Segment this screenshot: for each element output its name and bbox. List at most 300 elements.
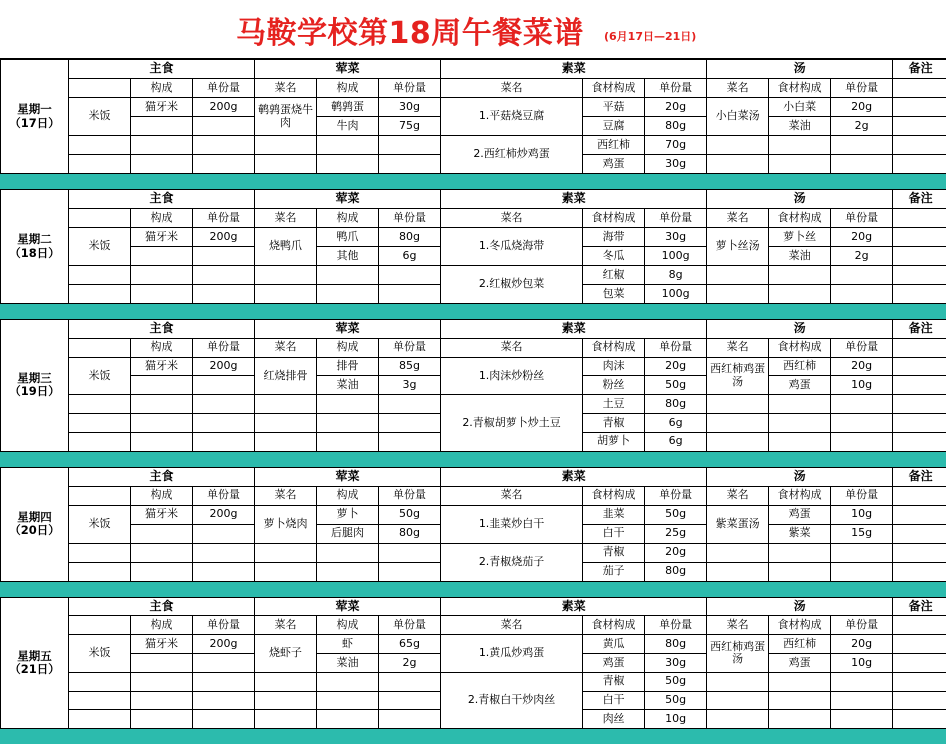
staple-qty	[131, 266, 193, 285]
note-cell	[893, 285, 946, 304]
day-label: 星期四 （20日）	[1, 467, 69, 581]
staple-header: 主食	[69, 467, 255, 486]
soup-ingredient: 鸡蛋	[769, 653, 831, 672]
soup-name	[707, 543, 769, 562]
meat-portion: 85g	[379, 357, 441, 376]
portion-header: 单份量	[645, 338, 707, 357]
veg-ingredient: 茄子	[583, 562, 645, 581]
staple-name	[193, 543, 255, 562]
ingredients-header: 食材构成	[769, 79, 831, 98]
soup-ingredient	[769, 413, 831, 432]
composition-header: 构成	[317, 486, 379, 505]
staple-qty	[131, 672, 193, 691]
portion-header: 单份量	[379, 486, 441, 505]
veg-portion: 100g	[645, 247, 707, 266]
staple-qty: 200g	[193, 357, 255, 376]
veg-portion: 20g	[645, 98, 707, 117]
portion-header: 单份量	[193, 616, 255, 635]
day-label: 星期一 （17日）	[1, 60, 69, 174]
meat-header: 荤菜	[255, 597, 441, 616]
meat-portion: 50g	[379, 505, 441, 524]
meat-portion: 65g	[379, 635, 441, 654]
soup-ingredient: 小白菜	[769, 98, 831, 117]
meat-dish-name	[255, 691, 317, 710]
staple-item: 猫牙米	[131, 98, 193, 117]
soup-portion	[831, 395, 893, 414]
veg-portion: 80g	[645, 117, 707, 136]
veg-ingredient: 韭菜	[583, 505, 645, 524]
staple-name	[193, 395, 255, 414]
page-title: 马鞍学校第18周午餐菜谱	[236, 16, 584, 51]
staple-name	[193, 672, 255, 691]
ingredients-header: 食材构成	[583, 486, 645, 505]
veg-portion: 20g	[645, 357, 707, 376]
staple-item	[131, 653, 193, 672]
meat-dish-name: 烧虾子	[255, 635, 317, 673]
staple-name: 米饭	[69, 505, 131, 543]
meat-ingredient: 后腿肉	[317, 524, 379, 543]
veg-ingredient: 豆腐	[583, 117, 645, 136]
meat-portion: 30g	[379, 98, 441, 117]
note-cell	[893, 155, 946, 174]
veg-ingredient: 白干	[583, 691, 645, 710]
ingredients-header: 食材构成	[769, 338, 831, 357]
veg-dish-name: 2.青椒胡萝卜炒土豆	[441, 395, 583, 451]
meat-portion: 3g	[379, 376, 441, 395]
staple-name	[193, 136, 255, 155]
staple-item: 猫牙米	[131, 635, 193, 654]
soup-ingredient: 紫菜	[769, 524, 831, 543]
meat-ingredient	[317, 285, 379, 304]
staple-item	[69, 672, 131, 691]
soup-name: 紫菜蛋汤	[707, 505, 769, 543]
dish-header: 菜名	[255, 209, 317, 228]
veg-ingredient: 平菇	[583, 98, 645, 117]
veg-ingredient: 海带	[583, 228, 645, 247]
portion-header: 单份量	[831, 209, 893, 228]
veg-ingredient: 冬瓜	[583, 247, 645, 266]
note-cell	[893, 562, 946, 581]
page-subtitle: (6月17日—21日)	[604, 30, 697, 43]
meat-portion	[379, 543, 441, 562]
portion-header: 单份量	[831, 338, 893, 357]
composition-header: 构成	[317, 209, 379, 228]
soup-header: 汤	[707, 190, 893, 209]
veg-portion: 80g	[645, 635, 707, 654]
soup-name: 西红柿鸡蛋汤	[707, 357, 769, 395]
day-block	[0, 597, 946, 730]
soup-ingredient: 菜油	[769, 117, 831, 136]
composition-header: 构成	[131, 209, 193, 228]
meat-portion: 80g	[379, 524, 441, 543]
staple-qty	[131, 413, 193, 432]
soup-ingredient: 西红柿	[769, 635, 831, 654]
veg-ingredient: 鸡蛋	[583, 155, 645, 174]
soup-portion	[831, 266, 893, 285]
veg-header: 素菜	[441, 60, 707, 79]
portion-header: 单份量	[193, 209, 255, 228]
soup-name	[707, 672, 769, 691]
portion-header: 单份量	[831, 486, 893, 505]
day-separator	[0, 729, 946, 744]
veg-dish-name: 2.红椒炒包菜	[441, 266, 583, 304]
staple-blank-header	[69, 209, 131, 228]
staple-header: 主食	[69, 60, 255, 79]
soup-portion: 2g	[831, 247, 893, 266]
staple-qty	[193, 376, 255, 395]
veg-portion: 30g	[645, 653, 707, 672]
soup-name	[707, 691, 769, 710]
veg-ingredient: 青椒	[583, 672, 645, 691]
soup-name	[707, 155, 769, 174]
staple-header: 主食	[69, 190, 255, 209]
portion-header: 单份量	[645, 79, 707, 98]
composition-header: 构成	[317, 616, 379, 635]
staple-item	[131, 376, 193, 395]
meat-ingredient	[317, 413, 379, 432]
staple-name: 米饭	[69, 357, 131, 395]
veg-portion: 80g	[645, 562, 707, 581]
composition-header: 构成	[131, 486, 193, 505]
portion-header: 单份量	[831, 616, 893, 635]
meat-header: 荤菜	[255, 320, 441, 339]
dish-header: 菜名	[255, 616, 317, 635]
meat-portion: 6g	[379, 247, 441, 266]
note-cell	[893, 524, 946, 543]
veg-dish-name: 1.肉沫炒粉丝	[441, 357, 583, 395]
ingredients-header: 食材构成	[769, 209, 831, 228]
staple-blank-header	[69, 338, 131, 357]
note-cell	[893, 79, 946, 98]
meat-portion	[379, 710, 441, 729]
soup-portion: 20g	[831, 635, 893, 654]
meat-ingredient: 菜油	[317, 653, 379, 672]
soup-header: 汤	[707, 60, 893, 79]
soup-name: 萝卜丝汤	[707, 228, 769, 266]
soup-ingredient	[769, 136, 831, 155]
meat-dish-name	[255, 395, 317, 414]
dish-header: 菜名	[255, 486, 317, 505]
staple-name: 米饭	[69, 635, 131, 673]
staple-item	[69, 710, 131, 729]
note-cell	[893, 228, 946, 247]
soup-ingredient	[769, 155, 831, 174]
day-separator	[0, 452, 946, 467]
staple-item	[131, 524, 193, 543]
veg-ingredient: 肉丝	[583, 710, 645, 729]
soup-ingredient: 鸡蛋	[769, 376, 831, 395]
staple-name	[193, 710, 255, 729]
veg-ingredient: 黄瓜	[583, 635, 645, 654]
veg-ingredient: 白干	[583, 524, 645, 543]
note-cell	[893, 117, 946, 136]
meat-dish-name	[255, 285, 317, 304]
meat-ingredient: 其他	[317, 247, 379, 266]
staple-name	[193, 155, 255, 174]
day-block	[0, 189, 946, 304]
note-header: 备注	[893, 190, 946, 209]
soup-portion	[831, 543, 893, 562]
soup-name	[707, 710, 769, 729]
meat-ingredient: 鸭爪	[317, 228, 379, 247]
meat-ingredient	[317, 432, 379, 451]
soup-ingredient	[769, 395, 831, 414]
dish-header: 菜名	[707, 616, 769, 635]
ingredients-header: 食材构成	[583, 338, 645, 357]
staple-item: 猫牙米	[131, 505, 193, 524]
veg-header: 素菜	[441, 320, 707, 339]
soup-portion: 20g	[831, 357, 893, 376]
composition-header: 构成	[317, 338, 379, 357]
staple-blank-header	[69, 486, 131, 505]
soup-name	[707, 413, 769, 432]
dish-header: 菜名	[441, 79, 583, 98]
veg-portion: 10g	[645, 710, 707, 729]
veg-header: 素菜	[441, 190, 707, 209]
note-cell	[893, 247, 946, 266]
staple-item	[131, 247, 193, 266]
staple-qty	[131, 136, 193, 155]
note-cell	[893, 486, 946, 505]
staple-item	[69, 136, 131, 155]
soup-name: 西红柿鸡蛋汤	[707, 635, 769, 673]
staple-qty	[193, 653, 255, 672]
staple-item	[69, 155, 131, 174]
soup-ingredient	[769, 672, 831, 691]
soup-name	[707, 136, 769, 155]
portion-header: 单份量	[379, 209, 441, 228]
dish-header: 菜名	[441, 486, 583, 505]
meat-portion	[379, 285, 441, 304]
meat-ingredient	[317, 672, 379, 691]
staple-qty	[131, 562, 193, 581]
meat-portion	[379, 413, 441, 432]
staple-qty: 200g	[193, 635, 255, 654]
note-header: 备注	[893, 597, 946, 616]
soup-ingredient	[769, 710, 831, 729]
ingredients-header: 食材构成	[583, 79, 645, 98]
staple-name	[193, 691, 255, 710]
dish-header: 菜名	[707, 209, 769, 228]
meat-dish-name	[255, 672, 317, 691]
composition-header: 构成	[317, 79, 379, 98]
veg-portion: 25g	[645, 524, 707, 543]
menu-table	[0, 59, 946, 744]
soup-portion: 2g	[831, 117, 893, 136]
soup-ingredient: 西红柿	[769, 357, 831, 376]
portion-header: 单份量	[645, 486, 707, 505]
veg-ingredient: 粉丝	[583, 376, 645, 395]
soup-header: 汤	[707, 467, 893, 486]
portion-header: 单份量	[379, 338, 441, 357]
soup-ingredient	[769, 691, 831, 710]
staple-qty	[131, 543, 193, 562]
soup-portion	[831, 691, 893, 710]
veg-ingredient: 胡萝卜	[583, 432, 645, 451]
staple-qty: 200g	[193, 98, 255, 117]
staple-item	[69, 562, 131, 581]
soup-portion	[831, 432, 893, 451]
veg-dish-name: 2.青椒烧茄子	[441, 543, 583, 581]
dish-header: 菜名	[707, 338, 769, 357]
staple-item: 猫牙米	[131, 357, 193, 376]
veg-ingredient: 西红柿	[583, 136, 645, 155]
veg-portion: 30g	[645, 155, 707, 174]
soup-name	[707, 266, 769, 285]
staple-item	[69, 395, 131, 414]
dish-header: 菜名	[255, 79, 317, 98]
staple-item	[69, 266, 131, 285]
composition-header: 构成	[131, 79, 193, 98]
staple-item	[69, 432, 131, 451]
day-separator	[0, 582, 946, 597]
meat-dish-name: 萝卜烧肉	[255, 505, 317, 543]
staple-item	[69, 413, 131, 432]
staple-qty	[193, 117, 255, 136]
note-cell	[893, 635, 946, 654]
staple-qty	[193, 247, 255, 266]
staple-name	[193, 266, 255, 285]
note-cell	[893, 395, 946, 414]
day-separator	[0, 174, 946, 189]
soup-portion: 10g	[831, 653, 893, 672]
veg-dish-name: 1.韭菜炒白干	[441, 505, 583, 543]
veg-ingredient: 土豆	[583, 395, 645, 414]
staple-blank-header	[69, 616, 131, 635]
portion-header: 单份量	[831, 79, 893, 98]
veg-header: 素菜	[441, 467, 707, 486]
day-label: 星期五 （21日）	[1, 597, 69, 729]
staple-qty: 200g	[193, 505, 255, 524]
soup-portion: 15g	[831, 524, 893, 543]
soup-portion: 10g	[831, 505, 893, 524]
dish-header: 菜名	[707, 79, 769, 98]
veg-portion: 20g	[645, 543, 707, 562]
meat-header: 荤菜	[255, 467, 441, 486]
soup-ingredient	[769, 562, 831, 581]
meat-portion	[379, 395, 441, 414]
soup-header: 汤	[707, 320, 893, 339]
dish-header: 菜名	[441, 338, 583, 357]
meat-ingredient: 萝卜	[317, 505, 379, 524]
composition-header: 构成	[131, 338, 193, 357]
soup-portion: 20g	[831, 98, 893, 117]
note-cell	[893, 710, 946, 729]
note-cell	[893, 543, 946, 562]
veg-portion: 70g	[645, 136, 707, 155]
staple-item	[131, 117, 193, 136]
dish-header: 菜名	[255, 338, 317, 357]
soup-ingredient: 萝卜丝	[769, 228, 831, 247]
meat-ingredient	[317, 395, 379, 414]
portion-header: 单份量	[379, 79, 441, 98]
veg-ingredient: 肉沫	[583, 357, 645, 376]
meat-ingredient: 牛肉	[317, 117, 379, 136]
veg-portion: 8g	[645, 266, 707, 285]
meat-ingredient	[317, 136, 379, 155]
note-cell	[893, 413, 946, 432]
portion-header: 单份量	[193, 338, 255, 357]
note-cell	[893, 338, 946, 357]
staple-item	[69, 285, 131, 304]
staple-header: 主食	[69, 597, 255, 616]
soup-portion	[831, 710, 893, 729]
meat-dish-name	[255, 155, 317, 174]
note-cell	[893, 691, 946, 710]
veg-portion: 6g	[645, 432, 707, 451]
meat-dish-name: 烧鸭爪	[255, 228, 317, 266]
soup-portion	[831, 285, 893, 304]
note-cell	[893, 136, 946, 155]
staple-qty	[131, 432, 193, 451]
day-label: 星期三 （19日）	[1, 320, 69, 452]
veg-dish-name: 1.黄瓜炒鸡蛋	[441, 635, 583, 673]
note-cell	[893, 672, 946, 691]
veg-header: 素菜	[441, 597, 707, 616]
staple-qty	[131, 155, 193, 174]
veg-portion: 6g	[645, 413, 707, 432]
meat-portion	[379, 672, 441, 691]
meat-ingredient: 菜油	[317, 376, 379, 395]
staple-name	[193, 285, 255, 304]
veg-ingredient: 红椒	[583, 266, 645, 285]
soup-portion	[831, 413, 893, 432]
soup-ingredient	[769, 543, 831, 562]
veg-dish-name: 1.冬瓜烧海带	[441, 228, 583, 266]
veg-ingredient: 鸡蛋	[583, 653, 645, 672]
meat-dish-name	[255, 543, 317, 562]
soup-ingredient	[769, 285, 831, 304]
meat-portion	[379, 691, 441, 710]
composition-header: 构成	[131, 616, 193, 635]
note-cell	[893, 653, 946, 672]
soup-portion	[831, 136, 893, 155]
note-cell	[893, 209, 946, 228]
day-separator	[0, 304, 946, 319]
staple-header: 主食	[69, 320, 255, 339]
staple-qty	[131, 691, 193, 710]
veg-portion: 80g	[645, 395, 707, 414]
ingredients-header: 食材构成	[583, 616, 645, 635]
soup-portion	[831, 155, 893, 174]
soup-header: 汤	[707, 597, 893, 616]
meat-ingredient	[317, 543, 379, 562]
meat-header: 荤菜	[255, 60, 441, 79]
soup-portion: 20g	[831, 228, 893, 247]
veg-portion: 50g	[645, 672, 707, 691]
meat-dish-name: 鹌鹑蛋烧牛肉	[255, 98, 317, 136]
staple-name	[193, 432, 255, 451]
staple-name	[193, 562, 255, 581]
dish-header: 菜名	[441, 209, 583, 228]
veg-portion: 30g	[645, 228, 707, 247]
soup-name	[707, 432, 769, 451]
meat-ingredient	[317, 562, 379, 581]
soup-name	[707, 285, 769, 304]
note-header: 备注	[893, 467, 946, 486]
staple-name	[193, 413, 255, 432]
note-cell	[893, 98, 946, 117]
soup-portion	[831, 562, 893, 581]
meat-portion: 80g	[379, 228, 441, 247]
portion-header: 单份量	[193, 79, 255, 98]
veg-ingredient: 青椒	[583, 543, 645, 562]
staple-qty	[131, 285, 193, 304]
meat-dish-name	[255, 562, 317, 581]
meat-portion: 75g	[379, 117, 441, 136]
meat-ingredient: 虾	[317, 635, 379, 654]
note-cell	[893, 505, 946, 524]
